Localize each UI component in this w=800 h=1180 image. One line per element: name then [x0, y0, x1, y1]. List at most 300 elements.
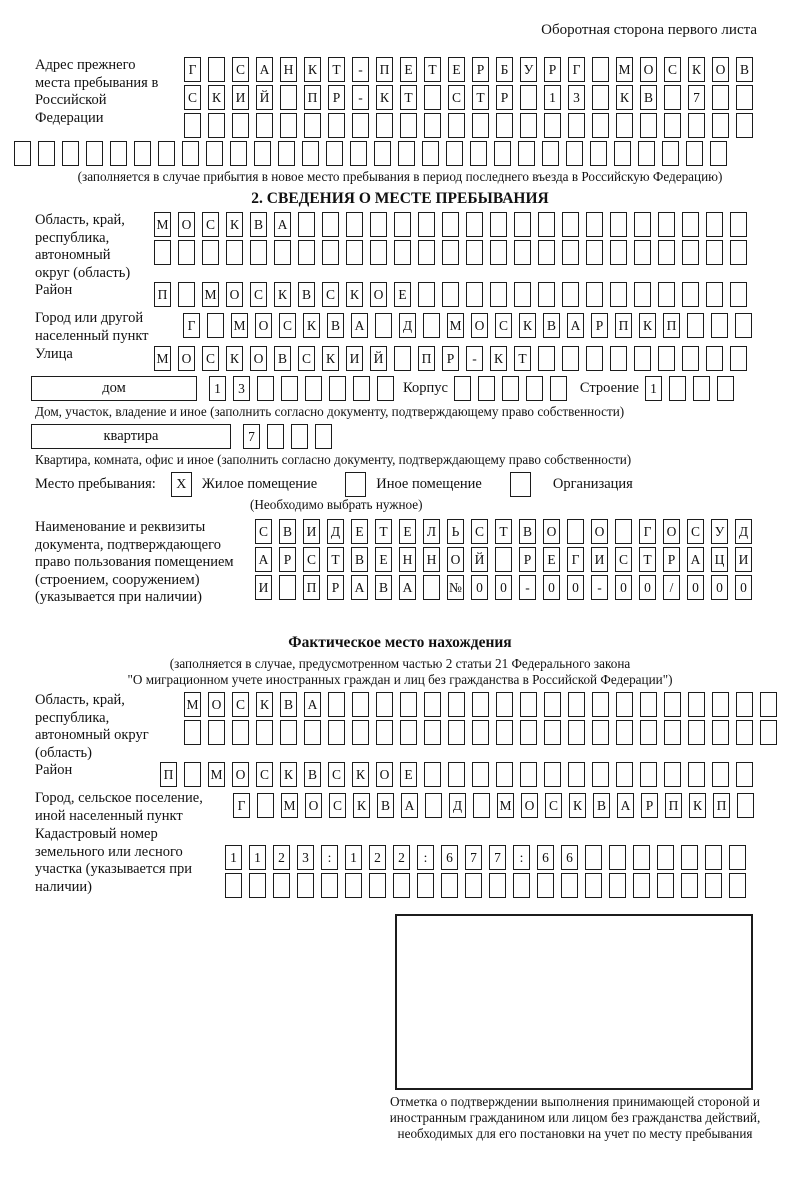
char-cell: С — [545, 793, 562, 818]
char-cell: С — [232, 692, 249, 717]
char-cell — [616, 692, 633, 717]
char-cell — [562, 212, 579, 237]
factual-city-row — [233, 793, 761, 818]
char-cell: Д — [449, 793, 466, 818]
char-cell — [538, 240, 555, 265]
char-cell — [688, 113, 705, 138]
char-cell — [494, 141, 511, 166]
korpus-cells — [454, 376, 574, 401]
char-cell: К — [490, 346, 507, 371]
factual-district-block — [35, 762, 765, 790]
char-cell — [634, 212, 651, 237]
char-cell — [86, 141, 103, 166]
char-cell: 2 — [273, 845, 290, 870]
char-cell: П — [665, 793, 682, 818]
char-cell — [682, 346, 699, 371]
char-cell: Т — [400, 85, 417, 110]
stay-type-note: (Необходимо выбрать нужное) — [250, 497, 423, 512]
char-cell: С — [448, 85, 465, 110]
char-cell: Е — [351, 519, 368, 544]
char-cell — [418, 282, 435, 307]
char-cell: : — [417, 845, 434, 870]
char-cell: И — [591, 547, 608, 572]
char-cell: Р — [663, 547, 680, 572]
char-cell — [352, 720, 369, 745]
char-cell: К — [208, 85, 225, 110]
char-cell: 0 — [471, 575, 488, 600]
char-cell: К — [226, 346, 243, 371]
char-cell — [585, 873, 602, 898]
char-cell: С — [303, 547, 320, 572]
char-cell: 0 — [735, 575, 752, 600]
char-cell: В — [351, 547, 368, 572]
char-cell: П — [160, 762, 177, 787]
factual-city-label: Город, сельское поселение, иной населенный пункт — [35, 790, 203, 824]
factual-region-row-2 — [184, 720, 784, 745]
char-cell — [592, 113, 609, 138]
char-cell: А — [399, 575, 416, 600]
char-cell — [184, 720, 201, 745]
char-cell: 0 — [543, 575, 560, 600]
char-cell — [393, 873, 410, 898]
char-cell — [394, 240, 411, 265]
char-cell: С — [471, 519, 488, 544]
char-cell — [400, 692, 417, 717]
char-cell — [538, 282, 555, 307]
char-cell: К — [274, 282, 291, 307]
char-cell — [520, 113, 537, 138]
char-cell: А — [255, 547, 272, 572]
char-cell — [712, 113, 729, 138]
char-cell: Г — [568, 57, 585, 82]
document-block — [35, 519, 765, 625]
char-cell — [664, 113, 681, 138]
char-cell: И — [303, 519, 320, 544]
char-cell: Е — [448, 57, 465, 82]
char-cell: 1 — [249, 845, 266, 870]
char-cell: Р — [328, 85, 345, 110]
char-cell — [466, 212, 483, 237]
char-cell: О — [640, 57, 657, 82]
char-cell: П — [663, 313, 680, 338]
apartment-box: квартира — [31, 424, 231, 449]
char-cell: П — [376, 57, 393, 82]
char-cell — [616, 762, 633, 787]
char-cell — [520, 720, 537, 745]
char-cell: В — [327, 313, 344, 338]
char-cell: С — [298, 346, 315, 371]
char-cell — [586, 282, 603, 307]
char-cell — [658, 212, 675, 237]
char-cell — [640, 720, 657, 745]
char-cell: К — [519, 313, 536, 338]
char-cell — [544, 692, 561, 717]
char-cell — [735, 313, 752, 338]
char-cell — [640, 762, 657, 787]
char-cell: В — [640, 85, 657, 110]
char-cell: С — [687, 519, 704, 544]
char-cell: Т — [514, 346, 531, 371]
char-cell — [280, 113, 297, 138]
char-cell: Й — [256, 85, 273, 110]
char-cell: П — [154, 282, 171, 307]
char-cell: Е — [543, 547, 560, 572]
char-cell: Д — [399, 313, 416, 338]
char-cell — [592, 85, 609, 110]
char-cell — [693, 376, 710, 401]
factual-city-block — [35, 790, 765, 826]
char-cell — [729, 845, 746, 870]
char-cell: П — [713, 793, 730, 818]
char-cell: А — [351, 313, 368, 338]
char-cell — [14, 141, 31, 166]
char-cell — [513, 873, 530, 898]
char-cell — [658, 282, 675, 307]
char-cell — [706, 240, 723, 265]
char-cell — [304, 113, 321, 138]
char-cell: 7 — [243, 424, 260, 449]
apartment-block — [35, 424, 765, 452]
checkbox-organization — [510, 472, 531, 497]
city-block — [35, 310, 765, 346]
char-cell: Г — [184, 57, 201, 82]
region-block — [35, 212, 765, 282]
char-cell: К — [353, 793, 370, 818]
char-cell — [705, 873, 722, 898]
char-cell — [502, 376, 519, 401]
char-cell: К — [639, 313, 656, 338]
char-cell: Г — [567, 547, 584, 572]
char-cell — [562, 346, 579, 371]
char-cell: 1 — [544, 85, 561, 110]
char-cell — [568, 762, 585, 787]
char-cell — [760, 692, 777, 717]
char-cell — [110, 141, 127, 166]
char-cell — [664, 85, 681, 110]
street-label: Улица — [35, 346, 73, 362]
char-cell — [353, 376, 370, 401]
char-cell: А — [351, 575, 368, 600]
char-cell — [537, 873, 554, 898]
char-cell: Т — [424, 57, 441, 82]
stroenie-cells — [645, 376, 741, 401]
factual-district-row — [160, 762, 760, 787]
char-cell: К — [688, 57, 705, 82]
char-cell — [495, 547, 512, 572]
char-cell: О — [521, 793, 538, 818]
char-cell: М — [154, 212, 171, 237]
char-cell — [544, 762, 561, 787]
char-cell — [518, 141, 535, 166]
char-cell: Р — [496, 85, 513, 110]
char-cell: С — [256, 762, 273, 787]
char-cell — [610, 212, 627, 237]
char-cell — [664, 762, 681, 787]
char-cell — [616, 720, 633, 745]
char-cell: Б — [496, 57, 513, 82]
char-cell: 6 — [561, 845, 578, 870]
char-cell — [490, 212, 507, 237]
char-cell — [681, 845, 698, 870]
char-cell — [590, 141, 607, 166]
char-cell — [446, 141, 463, 166]
char-cell — [256, 113, 273, 138]
char-cell: С — [202, 212, 219, 237]
city-row — [183, 313, 759, 338]
char-cell: 3 — [568, 85, 585, 110]
char-cell: Р — [472, 57, 489, 82]
char-cell: О — [471, 313, 488, 338]
char-cell — [496, 113, 513, 138]
char-cell: У — [711, 519, 728, 544]
char-cell — [730, 240, 747, 265]
char-cell: Т — [472, 85, 489, 110]
char-cell — [669, 376, 686, 401]
char-cell: А — [567, 313, 584, 338]
char-cell — [514, 240, 531, 265]
char-cell: С — [328, 762, 345, 787]
prev-address-label: Адрес прежнего места пребывания в Российской Федерации — [35, 57, 159, 126]
stay-option-organization-label: Организация — [552, 476, 633, 492]
char-cell: С — [250, 282, 267, 307]
korpus-label: Корпус — [403, 380, 448, 396]
char-cell: Р — [442, 346, 459, 371]
char-cell — [297, 873, 314, 898]
char-cell — [376, 113, 393, 138]
stroenie-label: Строение — [579, 380, 639, 396]
char-cell: А — [401, 793, 418, 818]
char-cell: 1 — [645, 376, 662, 401]
char-cell — [424, 85, 441, 110]
char-cell — [315, 424, 332, 449]
char-cell: И — [255, 575, 272, 600]
char-cell — [281, 376, 298, 401]
char-cell: В — [593, 793, 610, 818]
char-cell: 7 — [688, 85, 705, 110]
char-cell: С — [322, 282, 339, 307]
char-cell — [729, 873, 746, 898]
char-cell: О — [663, 519, 680, 544]
char-cell: Н — [423, 547, 440, 572]
char-cell — [442, 212, 459, 237]
char-cell — [592, 57, 609, 82]
char-cell: В — [279, 519, 296, 544]
char-cell — [442, 282, 459, 307]
char-cell — [550, 376, 567, 401]
district-block — [35, 282, 765, 310]
char-cell — [291, 424, 308, 449]
char-cell — [154, 240, 171, 265]
char-cell — [454, 376, 471, 401]
char-cell — [562, 240, 579, 265]
char-cell: С — [329, 793, 346, 818]
char-cell — [568, 720, 585, 745]
house-cells — [209, 376, 401, 401]
char-cell — [394, 212, 411, 237]
char-cell — [257, 376, 274, 401]
char-cell: К — [322, 346, 339, 371]
char-cell — [633, 845, 650, 870]
char-cell: С — [615, 547, 632, 572]
char-cell — [178, 282, 195, 307]
char-cell: Т — [375, 519, 392, 544]
char-cell — [568, 113, 585, 138]
char-cell: П — [418, 346, 435, 371]
char-cell — [610, 346, 627, 371]
char-cell: - — [352, 85, 369, 110]
char-cell — [634, 282, 651, 307]
char-cell: 1 — [225, 845, 242, 870]
char-cell — [730, 282, 747, 307]
char-cell: Ц — [711, 547, 728, 572]
region-label: Область, край, республика, автономный округ (область) — [35, 212, 131, 281]
char-cell: Р — [279, 547, 296, 572]
char-cell — [448, 762, 465, 787]
char-cell — [370, 240, 387, 265]
char-cell: К — [226, 212, 243, 237]
char-cell — [302, 141, 319, 166]
char-cell — [592, 762, 609, 787]
char-cell — [514, 282, 531, 307]
char-cell — [441, 873, 458, 898]
char-cell: Т — [327, 547, 344, 572]
char-cell — [730, 212, 747, 237]
char-cell — [472, 762, 489, 787]
char-cell — [615, 519, 632, 544]
factual-region-label: Область, край, республика, автономный округ (область) — [35, 692, 149, 761]
char-cell: : — [513, 845, 530, 870]
char-cell: 2 — [393, 845, 410, 870]
char-cell: Г — [233, 793, 250, 818]
char-cell — [682, 282, 699, 307]
char-cell: Т — [328, 57, 345, 82]
char-cell — [542, 141, 559, 166]
char-cell — [638, 141, 655, 166]
char-cell: 0 — [567, 575, 584, 600]
char-cell: / — [663, 575, 680, 600]
char-cell — [208, 57, 225, 82]
char-cell: Д — [735, 519, 752, 544]
char-cell: Р — [591, 313, 608, 338]
factual-title: Фактическое место нахождения — [288, 634, 512, 651]
factual-district-label: Район — [35, 762, 73, 778]
char-cell: Е — [375, 547, 392, 572]
char-cell: : — [321, 845, 338, 870]
confirmation-caption: Отметка о подтверждении выполнения принимающей стороной и иностранным гражданином или лицом без гражданства действий, необходимых для его постановки на учет по месту пребывания — [389, 1094, 761, 1141]
cadastral-row-2 — [225, 873, 753, 898]
char-cell — [425, 793, 442, 818]
char-cell — [202, 240, 219, 265]
char-cell — [736, 720, 753, 745]
char-cell: О — [250, 346, 267, 371]
factual-region-row-1 — [184, 692, 784, 717]
char-cell — [520, 85, 537, 110]
char-cell — [496, 692, 513, 717]
char-cell: 0 — [711, 575, 728, 600]
char-cell: К — [689, 793, 706, 818]
char-cell: И — [346, 346, 363, 371]
document-row-1 — [255, 519, 759, 544]
char-cell — [610, 282, 627, 307]
char-cell — [730, 346, 747, 371]
char-cell: О — [226, 282, 243, 307]
char-cell — [705, 845, 722, 870]
char-cell: В — [280, 692, 297, 717]
char-cell — [418, 212, 435, 237]
char-cell: Е — [399, 519, 416, 544]
char-cell — [304, 720, 321, 745]
char-cell: О — [376, 762, 393, 787]
char-cell — [760, 720, 777, 745]
char-cell — [681, 873, 698, 898]
char-cell — [736, 762, 753, 787]
prev-address-note: (заполняется в случае прибытия в новое место пребывания в период последнего въезда в Российскую Федерацию) — [77, 169, 723, 184]
char-cell — [257, 793, 274, 818]
char-cell — [472, 113, 489, 138]
char-cell — [322, 212, 339, 237]
char-cell: С — [664, 57, 681, 82]
char-cell — [352, 113, 369, 138]
char-cell — [712, 720, 729, 745]
char-cell — [352, 692, 369, 717]
char-cell: М — [281, 793, 298, 818]
char-cell — [182, 141, 199, 166]
factual-region-block — [35, 692, 765, 762]
char-cell — [178, 240, 195, 265]
char-cell — [586, 212, 603, 237]
char-cell: 0 — [639, 575, 656, 600]
char-cell: - — [466, 346, 483, 371]
apartment-note: Квартира, комната, офис и иное (заполнить согласно документу, подтверждающему право собственности) — [35, 452, 632, 467]
char-cell: Е — [400, 57, 417, 82]
char-cell — [394, 346, 411, 371]
char-cell — [448, 113, 465, 138]
char-cell: А — [687, 547, 704, 572]
char-cell — [473, 793, 490, 818]
char-cell: О — [543, 519, 560, 544]
char-cell — [328, 720, 345, 745]
char-cell — [538, 346, 555, 371]
char-cell — [377, 376, 394, 401]
prev-address-row-1 — [184, 57, 760, 82]
char-cell — [567, 519, 584, 544]
char-cell — [134, 141, 151, 166]
char-cell: К — [376, 85, 393, 110]
char-cell — [568, 692, 585, 717]
char-cell — [688, 762, 705, 787]
char-cell: Н — [399, 547, 416, 572]
house-note: Дом, участок, владение и иное (заполнить согласно документу, подтверждающему право собственности) — [35, 404, 625, 419]
char-cell — [423, 313, 440, 338]
char-cell: О — [305, 793, 322, 818]
char-cell — [369, 873, 386, 898]
char-cell — [350, 141, 367, 166]
char-cell — [346, 212, 363, 237]
factual-note-2: "О миграционном учете иностранных граждан и лиц без гражданства в Российской Федерации") — [127, 672, 673, 687]
char-cell: М — [208, 762, 225, 787]
char-cell — [329, 376, 346, 401]
char-cell — [520, 762, 537, 787]
char-cell — [423, 575, 440, 600]
char-cell — [448, 720, 465, 745]
char-cell: 3 — [297, 845, 314, 870]
district-row — [154, 282, 754, 307]
char-cell — [634, 240, 651, 265]
char-cell: К — [616, 85, 633, 110]
char-cell: К — [303, 313, 320, 338]
char-cell: Д — [327, 519, 344, 544]
char-cell — [418, 240, 435, 265]
